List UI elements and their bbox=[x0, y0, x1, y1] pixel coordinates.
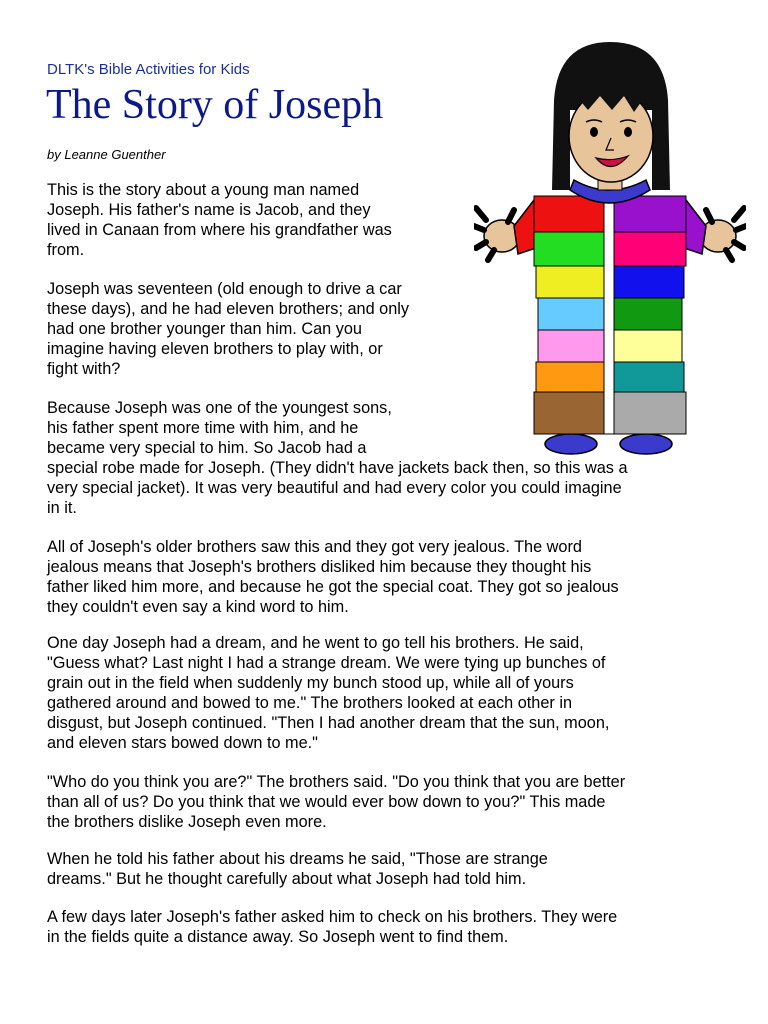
story-paragraph bbox=[47, 849, 548, 889]
left-eye bbox=[590, 127, 598, 137]
text-line: All of Joseph's older brothers saw this and they got very jealous. The word bbox=[47, 538, 582, 556]
text-line: Joseph. His father's name is Jacob, and they bbox=[47, 201, 371, 219]
text-line: and eleven stars bowed down to me." bbox=[47, 734, 318, 752]
text-line: gathered around and bowed to me." The brothers looked at each other in bbox=[47, 694, 573, 712]
story-paragraph bbox=[47, 633, 609, 753]
story-paragraph bbox=[47, 279, 409, 379]
text-line: than all of us? Do you think that we would ever bow down to you?" This made bbox=[47, 793, 606, 811]
text-line: lived in Canaan from where his grandfather was bbox=[47, 221, 392, 239]
joseph-illustration bbox=[474, 40, 746, 460]
text-line: father liked him more, and because he got the special coat. They got so jealous bbox=[47, 578, 619, 596]
text-line: When he told his father about his dreams he said, "Those are strange bbox=[47, 850, 548, 868]
text-line: very special jacket). It was very beautiful and had every color you could imagine bbox=[47, 479, 622, 497]
text-line: grain out in the field when suddenly my bunch stood up, while all of yours bbox=[47, 674, 574, 692]
story-paragraph bbox=[47, 537, 619, 617]
text-line: had one brother younger than him. Can you bbox=[47, 320, 362, 338]
story-paragraph bbox=[47, 772, 625, 832]
text-line: Joseph was seventeen (old enough to drive a car bbox=[47, 280, 402, 298]
text-line: in the fields quite a distance away. So Joseph went to find them. bbox=[47, 928, 509, 946]
text-line: Because Joseph was one of the youngest sons, bbox=[47, 399, 392, 417]
coat-left-panel bbox=[534, 196, 604, 434]
story-paragraph bbox=[47, 180, 392, 260]
story-title: The Story of Joseph bbox=[46, 82, 384, 128]
text-line: became very special to him. So Jacob had a bbox=[47, 439, 367, 457]
text-line: fight with? bbox=[47, 360, 121, 378]
text-line: they couldn't even say a kind word to him. bbox=[47, 598, 349, 616]
right-eye bbox=[624, 127, 632, 137]
text-line: This is the story about a young man named bbox=[47, 181, 360, 199]
story-paragraph bbox=[47, 907, 617, 947]
text-line: these days), and he had eleven brothers; and only bbox=[47, 300, 410, 318]
right-foot bbox=[620, 434, 672, 454]
text-line: disgust, but Joseph continued. "Then I had another dream that the sun, moon, bbox=[47, 714, 610, 732]
text-line: in it. bbox=[47, 499, 77, 517]
text-line: imagine having eleven brothers to play with, or bbox=[47, 340, 383, 358]
text-line: One day Joseph had a dream, and he went to go tell his brothers. He said, bbox=[47, 634, 584, 652]
text-line: from. bbox=[47, 241, 85, 259]
coat-right-panel bbox=[614, 196, 686, 434]
site-name: DLTK's Bible Activities for Kids bbox=[47, 61, 250, 78]
right-hand bbox=[700, 208, 746, 260]
text-line: jealous means that Joseph's brothers disliked him because they thought his bbox=[47, 558, 592, 576]
text-line: dreams." But he thought carefully about what Joseph had told him. bbox=[47, 870, 527, 888]
text-line: "Guess what? Last night I had a strange dream. We were tying up bunches of bbox=[47, 654, 606, 672]
coat-opening bbox=[604, 196, 614, 434]
text-line: "Who do you think you are?" The brothers said. "Do you think that you are better bbox=[47, 773, 626, 791]
text-line: A few days later Joseph's father asked him to check on his brothers. They were bbox=[47, 908, 618, 926]
text-line: the brothers dislike Joseph even more. bbox=[47, 813, 327, 831]
text-line: his father spent more time with him, and he bbox=[47, 419, 359, 437]
left-foot bbox=[545, 434, 597, 454]
text-line: special robe made for Joseph. (They didn't have jackets back then, so this was a bbox=[47, 459, 628, 477]
author-byline: by Leanne Guenther bbox=[47, 147, 166, 162]
left-hand bbox=[474, 208, 520, 260]
